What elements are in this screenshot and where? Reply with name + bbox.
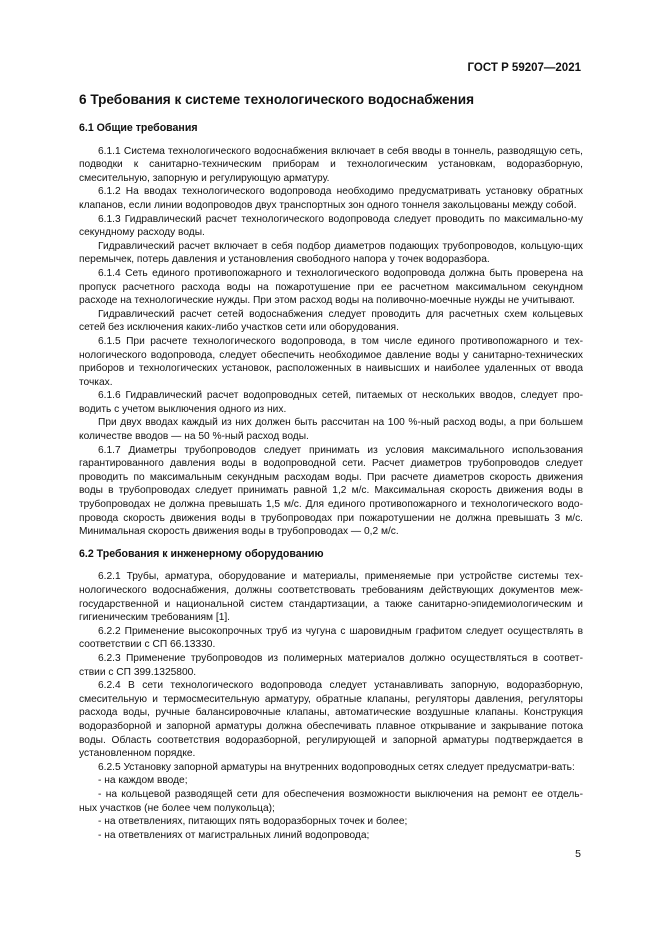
page-number: 5 <box>575 848 581 860</box>
subsection-title-general: 6.1 Общие требования <box>79 122 198 134</box>
paragraph-6-1-4: 6.1.4 Сеть единого противопожарного и технологического водопровода должна быть проверена на пропуск расчетного расхода воды на пожаротушение при ее расчетном максимальном секундном расходе на технологические нужды. При этом расход воды на поливочно-моечные нужды не учитывают. <box>79 267 583 307</box>
paragraph-6-2-4: 6.2.4 В сети технологического водопровода следует устанавливать запорную, водоразборную, смесительную и термосмесительную арматуру, обратные клапаны, регуляторы давления, регуляторы расхода воды, ручные балансировочные клапаны, автоматические воздушные клапаны. Конструкция водоразборной и запорной арматуры должна обеспечивать плавное открывание и закрывание потока воды. Область соответствия водоразборной, регулирующей и запорной арматуры подтверждается в установленном порядке. <box>79 680 583 760</box>
paragraph-hydraulic-calc: Гидравлический расчет включает в себя подбор диаметров подающих трубопроводов, кольцую-щих перемычек, потерь давления и установления свободного напора у точек водоразбора. <box>79 240 583 266</box>
paragraph-6-2-3: 6.2.3 Применение трубопроводов из полимерных материалов должно осуществляться в соответ-ствии с СП 399.1325800. <box>79 652 583 678</box>
list-item: - на ответвлениях, питающих пять водоразборных точек и более; <box>98 816 408 828</box>
standard-number: ГОСТ Р 59207—2021 <box>467 62 581 74</box>
list-item: - на ответвлениях от магистральных линий водопровода; <box>98 829 370 841</box>
paragraph-6-2-1: 6.2.1 Трубы, арматура, оборудование и материалы, применяемые при устройстве системы тех-нологического водоснабжения, должны соответствовать требованиям действующих документов меж-государственной и национальной систем стандартизации, а также санитарно-эпидемиологическим и гигиеническим требованиям [1]. <box>79 571 583 624</box>
paragraph-6-1-1: 6.1.1 Система технологического водоснабжения включает в себя вводы в тоннель, разводящую сеть, подводки к санитарно-техническим приборам и технологическим установкам, водоразборную, смесительную, запорную и регулирующую арматуру. <box>79 145 583 184</box>
paragraph-6-1-6: 6.1.6 Гидравлический расчет водопроводных сетей, питаемых от нескольких вводов, следует про-водить с учетом выключения одного из них. <box>79 390 583 415</box>
paragraph-6-1-3: 6.1.3 Гидравлический расчет технологического водопровода следует проводить по максимально-му секундному расходу воды. <box>79 213 583 239</box>
paragraph-6-1-2: 6.1.2 На вводах технологического водопровода необходимо предусматривать установку обратных клапанов, если линии водопроводов двух транспортных зон одного тоннеля закольцованы между собой. <box>79 186 583 211</box>
page-content <box>79 91 583 842</box>
paragraph-6-2-5: 6.2.5 Установку запорной арматуры на внутренних водопроводных сетях следует предусматри-вать: <box>98 761 575 773</box>
paragraph-two-inputs: При двух вводах каждый из них должен быть рассчитан на 100 %-ный расход воды, а при большем количестве вводов — на 50 %-ный расход воды. <box>79 417 583 443</box>
list-item: - на каждом вводе; <box>98 775 188 787</box>
paragraph-ring-networks: Гидравлический расчет сетей водоснабжения следует проводить для расчетных схем кольцевых сетей без исключения каких-либо участков сети или оборудования. <box>79 308 583 334</box>
subsection-title-equipment: 6.2 Требования к инженерному оборудованию <box>79 547 324 560</box>
paragraph-6-1-5: 6.1.5 При расчете технологического водопровода, в том числе единого противопожарного и тех-нологического водопровода, следует обеспечить необходимое давление воды у санитарно-технических приборов и технологических установок, расположенных в наивысших и наиболее удаленных от ввода точках. <box>79 335 583 388</box>
list-item: - на кольцевой разводящей сети для обеспечения возможности выключения на ремонт ее отдель-ных участков (не более чем полукольца); <box>79 788 583 814</box>
paragraph-6-1-7: 6.1.7 Диаметры трубопроводов следует принимать из условия максимального использования гарантированного давления воды в водопроводной сети. Расчет диаметров трубопроводов следует проводить по максимальным секундным расходам воды. При расчете диаметров скорость движения воды в трубопроводах следует принимать равной 1,2 м/с. Максимальная скорость движения воды в трубопроводах не должна превышать 1,5 м/с. Для единого противопожарного и технологического водо-провода скорость движения воды в трубопроводах при пожаротушении не должна превышать 3 м/с. Минимальная скорость движения воды в трубопроводах — 0,2 м/с. <box>79 444 583 538</box>
paragraph-6-2-2: 6.2.2 Применение высокопрочных труб из чугуна с шаровидным графитом следует осуществлять в соответствии с СП 66.13330. <box>79 625 583 651</box>
section-title: 6 Требования к системе технологического водоснабжения <box>79 92 475 107</box>
